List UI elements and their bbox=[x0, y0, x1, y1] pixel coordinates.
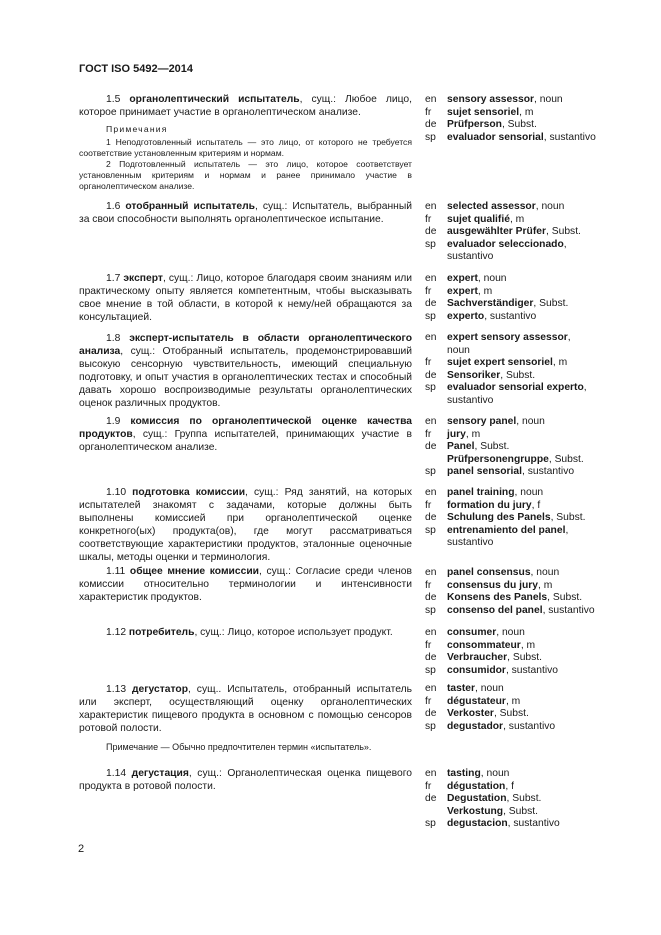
term-row bbox=[425, 537, 640, 550]
term-word: Verbraucher bbox=[447, 652, 508, 664]
entry-term: общее мнение комиссии bbox=[129, 566, 259, 577]
term-word: Sachverständiger bbox=[447, 298, 534, 310]
language-code: de bbox=[425, 652, 437, 664]
term-text bbox=[447, 286, 637, 299]
term-pos: , sustantivo bbox=[484, 310, 537, 322]
term-row bbox=[425, 370, 640, 383]
terms-1-5 bbox=[425, 94, 640, 144]
term-word: expert bbox=[447, 285, 478, 297]
term-word: expert bbox=[447, 273, 478, 284]
language-code: de bbox=[425, 226, 437, 238]
term-text bbox=[447, 793, 637, 806]
term-row bbox=[425, 311, 640, 324]
term-row bbox=[425, 454, 640, 467]
language-code: de bbox=[425, 119, 437, 131]
language-code: en bbox=[425, 567, 437, 578]
term-pos: , noun bbox=[477, 273, 507, 284]
entry-1-8 bbox=[79, 332, 412, 410]
term-word: sensory panel bbox=[447, 416, 517, 427]
term-row bbox=[425, 683, 640, 696]
term-text bbox=[447, 382, 637, 395]
term-row bbox=[425, 416, 640, 429]
term-word: Degustation bbox=[447, 793, 507, 805]
entry-1-7 bbox=[79, 272, 412, 324]
language-code: en bbox=[425, 768, 437, 779]
entry-definition: , сущ.: Лицо, которое благодаря своим знаниям или практическому опыту является компетентным, чтобы высказывать свое мнение в той области, в которой к нему/ней обращаются за консультацией. bbox=[79, 273, 412, 323]
language-code: en bbox=[425, 332, 437, 343]
language-code: fr bbox=[425, 213, 432, 225]
term-word: Schulung des Panels bbox=[447, 512, 551, 524]
entry-number: 1.5 bbox=[106, 94, 121, 105]
term-row bbox=[425, 429, 640, 442]
language-code: fr bbox=[425, 579, 432, 591]
term-text bbox=[447, 592, 637, 605]
term-row bbox=[425, 226, 640, 239]
term-row bbox=[425, 721, 640, 734]
term-pos: sustantivo bbox=[447, 394, 494, 406]
term-text bbox=[447, 311, 637, 324]
term-row bbox=[425, 512, 640, 525]
term-text bbox=[447, 512, 637, 525]
term-word: evaluador sensorial bbox=[447, 131, 544, 143]
entry-number: 1.10 bbox=[106, 487, 127, 498]
term-row bbox=[425, 818, 640, 831]
term-word: Konsens des Panels bbox=[447, 592, 548, 604]
language-code: en bbox=[425, 94, 437, 105]
language-code: de bbox=[425, 708, 437, 720]
term-word: experto bbox=[447, 310, 485, 322]
term-word: expert sensory assessor bbox=[447, 332, 568, 343]
term-word: consenso del panel bbox=[447, 604, 543, 616]
language-code: en bbox=[425, 273, 437, 284]
term-text bbox=[447, 640, 637, 653]
term-row bbox=[425, 395, 640, 408]
terms-1-7 bbox=[425, 273, 640, 323]
term-row bbox=[425, 781, 640, 794]
term-text bbox=[447, 345, 637, 358]
term-text bbox=[447, 132, 637, 145]
language-code: sp bbox=[425, 664, 436, 676]
term-pos: , m bbox=[477, 285, 493, 297]
term-text bbox=[447, 768, 637, 781]
term-pos: , m bbox=[509, 213, 525, 225]
term-text bbox=[447, 818, 637, 831]
term-word: consumidor bbox=[447, 664, 506, 676]
entry-number: 1.7 bbox=[106, 273, 121, 284]
term-word: formation du jury bbox=[447, 499, 532, 511]
language-code: fr bbox=[425, 106, 432, 118]
term-row bbox=[425, 567, 640, 580]
entry-definition: , сущ.: Ряд занятий, на которых испытателей знакомят с задачами, которые должны быть выполнены комиссией при органолептической оценке конкретного(ых) продукта(ов), где могут рассматриваться соответствующие характеристики продуктов, эталонные оценочные шкалы, методы оценки и терминология. bbox=[79, 487, 412, 563]
language-code: sp bbox=[425, 524, 436, 536]
terms-1-9 bbox=[425, 416, 640, 479]
entry-number: 1.14 bbox=[106, 768, 127, 779]
term-word: Verkostung bbox=[447, 805, 504, 817]
term-word: entrenamiento del panel bbox=[447, 524, 566, 536]
term-row bbox=[425, 357, 640, 370]
term-pos: , Subst. bbox=[547, 592, 583, 604]
term-row bbox=[425, 94, 640, 107]
term-word: jury bbox=[447, 428, 466, 440]
term-row bbox=[425, 627, 640, 640]
language-code: sp bbox=[425, 720, 436, 732]
entry-1-6 bbox=[79, 200, 412, 226]
term-word: Verkoster bbox=[447, 708, 494, 720]
language-code: de bbox=[425, 441, 437, 453]
term-text bbox=[447, 466, 637, 479]
term-row bbox=[425, 239, 640, 252]
term-row bbox=[425, 487, 640, 500]
term-pos: , sustantivo bbox=[521, 466, 575, 478]
term-row bbox=[425, 466, 640, 479]
term-text bbox=[447, 605, 637, 618]
term-row bbox=[425, 696, 640, 709]
language-code: fr bbox=[425, 428, 432, 440]
entry-definition: , сущ.: Любое лицо, которое принимает участие в органолептическом анализе. bbox=[79, 94, 412, 118]
term-word: evaluador sensorial experto bbox=[447, 382, 584, 394]
term-row bbox=[425, 332, 640, 345]
entry-definition: , сущ.: Лицо, которое использует продукт. bbox=[194, 627, 393, 638]
entry-term: органолептический испытатель bbox=[129, 94, 300, 105]
term-text bbox=[447, 652, 637, 665]
term-pos: , Subst. bbox=[474, 441, 510, 453]
term-pos: , sustantivo bbox=[543, 131, 596, 143]
language-code: sp bbox=[425, 818, 436, 830]
entry-definition: , сущ.: Согласие среди членов комиссии относительно терминологии и интенсивности характеристик продуктов. bbox=[79, 566, 412, 603]
term-pos: , noun bbox=[516, 416, 545, 427]
term-text bbox=[447, 580, 637, 593]
term-row bbox=[425, 640, 640, 653]
term-word: degustador bbox=[447, 720, 504, 732]
term-text bbox=[447, 781, 637, 794]
term-word: sensory assessor bbox=[447, 94, 535, 105]
term-pos: , Subst. bbox=[503, 805, 538, 817]
language-code: fr bbox=[425, 357, 432, 369]
term-text bbox=[447, 357, 637, 370]
term-text bbox=[447, 119, 637, 132]
term-row bbox=[425, 500, 640, 513]
term-pos: , Subst. bbox=[506, 793, 542, 805]
term-text bbox=[447, 429, 637, 442]
term-row bbox=[425, 345, 640, 358]
term-text bbox=[447, 370, 637, 383]
term-text bbox=[447, 441, 637, 454]
term-row bbox=[425, 708, 640, 721]
entry-term: эксперт-испытатель в области органолептического анализа bbox=[79, 333, 412, 357]
term-row bbox=[425, 793, 640, 806]
term-word: degustacion bbox=[447, 818, 508, 830]
term-text bbox=[447, 214, 637, 227]
term-text bbox=[447, 665, 637, 678]
language-code: sp bbox=[425, 131, 436, 143]
term-word: dégustateur bbox=[447, 695, 506, 707]
term-text bbox=[447, 500, 637, 513]
term-pos: , noun bbox=[514, 487, 544, 498]
term-text bbox=[447, 708, 637, 721]
entry-1-9 bbox=[79, 415, 412, 454]
term-pos: , Subst. bbox=[548, 453, 584, 465]
language-code: sp bbox=[425, 466, 436, 478]
terms-1-12 bbox=[425, 627, 640, 677]
entry-number: 1.12 bbox=[106, 627, 127, 638]
term-row bbox=[425, 251, 640, 264]
term-word: panel training bbox=[447, 487, 515, 498]
term-text bbox=[447, 239, 637, 252]
notes-heading: Примечания bbox=[106, 124, 168, 134]
term-pos: , Subst. bbox=[546, 226, 581, 238]
page-number: 2 bbox=[78, 843, 85, 855]
term-word: consommateur bbox=[447, 639, 521, 651]
language-code: en bbox=[425, 683, 437, 694]
term-text bbox=[447, 683, 637, 696]
term-pos: , noun bbox=[534, 94, 563, 105]
term-pos: , bbox=[563, 238, 567, 250]
term-pos: , noun bbox=[530, 567, 560, 578]
term-text bbox=[447, 332, 637, 345]
terms-1-10 bbox=[425, 487, 640, 550]
language-code: en bbox=[425, 487, 437, 498]
term-pos: , m bbox=[552, 357, 568, 369]
term-pos: , m bbox=[537, 579, 553, 591]
term-row bbox=[425, 806, 640, 819]
term-text bbox=[447, 201, 637, 214]
note-2: 2 Подготовленный испытатель — это лицо, которое соответствует установленным критериям и нормам и ранее принимало участие в органолептическом анализе. bbox=[79, 159, 412, 191]
entry-number: 1.13 bbox=[106, 684, 127, 695]
term-text bbox=[447, 251, 637, 264]
term-row bbox=[425, 119, 640, 132]
language-code: fr bbox=[425, 780, 432, 792]
term-word: tasting bbox=[447, 768, 481, 779]
term-row bbox=[425, 286, 640, 299]
term-pos: , f bbox=[531, 499, 541, 511]
term-text bbox=[447, 395, 637, 408]
term-word: consumer bbox=[447, 627, 497, 638]
term-pos: , f bbox=[505, 780, 514, 792]
entry-number: 1.9 bbox=[106, 416, 121, 427]
term-pos: , bbox=[583, 382, 587, 394]
term-pos: , bbox=[567, 332, 571, 343]
term-row bbox=[425, 298, 640, 311]
term-pos: , Subst. bbox=[533, 298, 569, 310]
term-row bbox=[425, 273, 640, 286]
term-text bbox=[447, 416, 637, 429]
term-text bbox=[447, 298, 637, 311]
entry-term: комиссия по органолептической оценке качества продуктов bbox=[79, 416, 412, 440]
term-word: consensus du jury bbox=[447, 579, 538, 591]
entry-definition: , сущ.: Органолептическая оценка пищевого продукта в ротовой полости. bbox=[79, 768, 412, 792]
entry-number: 1.11 bbox=[106, 566, 126, 577]
term-pos: , m bbox=[520, 639, 536, 651]
term-word: panel consensus bbox=[447, 567, 531, 578]
term-word: Sensoriker bbox=[447, 369, 501, 381]
term-pos: , noun bbox=[496, 627, 525, 638]
term-text bbox=[447, 696, 637, 709]
term-text bbox=[447, 273, 637, 286]
term-row bbox=[425, 768, 640, 781]
term-pos: , Subst. bbox=[550, 512, 586, 524]
language-code: fr bbox=[425, 695, 432, 707]
language-code: de bbox=[425, 592, 437, 604]
term-pos: , sustantivo bbox=[505, 664, 559, 676]
note-1-13 bbox=[79, 741, 412, 753]
language-code: sp bbox=[425, 604, 436, 616]
term-word: Prüfperson bbox=[447, 119, 502, 131]
term-row bbox=[425, 201, 640, 214]
term-word: taster bbox=[447, 683, 476, 694]
entry-1-5 bbox=[79, 93, 412, 119]
term-pos: , sustantivo bbox=[542, 604, 595, 616]
term-pos: , Subst. bbox=[507, 652, 543, 664]
term-pos: , noun bbox=[480, 768, 510, 779]
term-row bbox=[425, 580, 640, 593]
term-text bbox=[447, 226, 637, 239]
term-word: panel sensorial bbox=[447, 466, 522, 478]
term-word: selected assessor bbox=[447, 201, 536, 212]
term-row bbox=[425, 605, 640, 618]
entry-definition: , сущ.: Группа испытателей, принимающих участие в органолептическом анализе. bbox=[79, 429, 412, 453]
term-row bbox=[425, 132, 640, 145]
entry-term: подготовка комиссии bbox=[132, 487, 246, 498]
language-code: en bbox=[425, 627, 437, 638]
language-code: sp bbox=[425, 382, 436, 394]
term-pos: , m bbox=[505, 695, 521, 707]
term-row bbox=[425, 107, 640, 120]
language-code: en bbox=[425, 201, 437, 212]
term-pos: , Subst. bbox=[501, 119, 537, 131]
term-text bbox=[447, 487, 637, 500]
term-text bbox=[447, 627, 637, 640]
note-text: Примечание — Обычно предпочтителен термин «испытатель». bbox=[106, 742, 372, 752]
language-code: de bbox=[425, 369, 437, 381]
entry-1-12 bbox=[79, 626, 412, 639]
term-text bbox=[447, 94, 637, 107]
notes-1-5 bbox=[79, 124, 412, 192]
term-text bbox=[447, 537, 637, 550]
term-pos: noun bbox=[447, 344, 470, 356]
term-pos: , Subst. bbox=[493, 708, 529, 720]
terms-1-6 bbox=[425, 201, 640, 264]
entry-term: отобранный испытатель bbox=[125, 201, 256, 212]
term-text bbox=[447, 567, 637, 580]
term-text bbox=[447, 107, 637, 120]
term-word: Panel bbox=[447, 441, 475, 453]
terms-1-11 bbox=[425, 567, 640, 617]
entry-definition: , сущ.. Испытатель, отобранный испытатель или эксперт, осуществляющий оценку органолептических характеристик пищевого продукта в основном с помощью сенсоров ротовой полости. bbox=[79, 684, 412, 734]
language-code: de bbox=[425, 793, 437, 805]
term-word: sujet sensoriel bbox=[447, 106, 520, 118]
term-word: Prüfpersonengruppe bbox=[447, 453, 549, 465]
term-row bbox=[425, 214, 640, 227]
language-code: de bbox=[425, 298, 437, 310]
term-pos: , Subst. bbox=[500, 369, 536, 381]
term-word: dégustation bbox=[447, 780, 506, 792]
term-row bbox=[425, 665, 640, 678]
language-code: sp bbox=[425, 310, 436, 322]
entry-number: 1.8 bbox=[106, 333, 121, 344]
term-row bbox=[425, 525, 640, 538]
term-pos: sustantivo bbox=[447, 537, 494, 549]
term-text bbox=[447, 806, 637, 819]
term-pos: , m bbox=[465, 428, 481, 440]
entry-definition: , сущ.: Отобранный испытатель, продемонстрировавший высокую сенсорную чувствительность, имеющий специальную подготовку, и опыт участия в органолептических тестах и способный давать хорошо воспроизводимые результаты органолептических оценок различных продуктов. bbox=[79, 346, 412, 409]
note-1: 1 Неподготовленный испытатель — это лицо, от которого не требуется соответствие установленным критериям и нормам. bbox=[79, 137, 412, 158]
term-pos: , noun bbox=[535, 201, 565, 212]
term-pos: , m bbox=[519, 106, 534, 118]
term-row bbox=[425, 652, 640, 665]
entry-1-13 bbox=[79, 683, 412, 735]
language-code: fr bbox=[425, 499, 432, 511]
entry-1-10 bbox=[79, 486, 412, 564]
term-pos: , sustantivo bbox=[507, 818, 560, 830]
entry-term: дегустация bbox=[131, 768, 189, 779]
language-code: fr bbox=[425, 639, 432, 651]
language-code: fr bbox=[425, 285, 432, 297]
entry-definition: , сущ.: Испытатель, выбранный за свои способности выполнять органолептическое испытание. bbox=[79, 201, 412, 225]
entry-number: 1.6 bbox=[106, 201, 121, 212]
term-word: ausgewählter Prüfer bbox=[447, 226, 546, 238]
entry-term: потребитель bbox=[128, 627, 195, 638]
term-pos: , bbox=[565, 524, 569, 536]
term-word: sujet expert sensoriel bbox=[447, 357, 553, 369]
term-pos: , sustantivo bbox=[503, 720, 556, 732]
term-row bbox=[425, 382, 640, 395]
terms-1-13 bbox=[425, 683, 640, 733]
term-text bbox=[447, 454, 637, 467]
term-text bbox=[447, 721, 637, 734]
entry-1-14 bbox=[79, 767, 412, 793]
entry-1-11 bbox=[79, 565, 412, 604]
term-word: sujet qualifié bbox=[447, 213, 510, 225]
language-code: de bbox=[425, 512, 437, 524]
entry-term: эксперт bbox=[123, 273, 163, 284]
term-word: evaluador seleccionado bbox=[447, 238, 564, 250]
term-row bbox=[425, 592, 640, 605]
term-pos: , noun bbox=[475, 683, 504, 694]
entry-term: дегустатор bbox=[131, 684, 188, 695]
term-pos: sustantivo bbox=[447, 251, 494, 263]
language-code: sp bbox=[425, 238, 436, 250]
terms-1-14 bbox=[425, 768, 640, 831]
document-header: ГОСТ ISO 5492—2014 bbox=[79, 63, 194, 75]
terms-1-8 bbox=[425, 332, 640, 408]
term-text bbox=[447, 525, 637, 538]
language-code: en bbox=[425, 416, 437, 427]
term-row bbox=[425, 441, 640, 454]
